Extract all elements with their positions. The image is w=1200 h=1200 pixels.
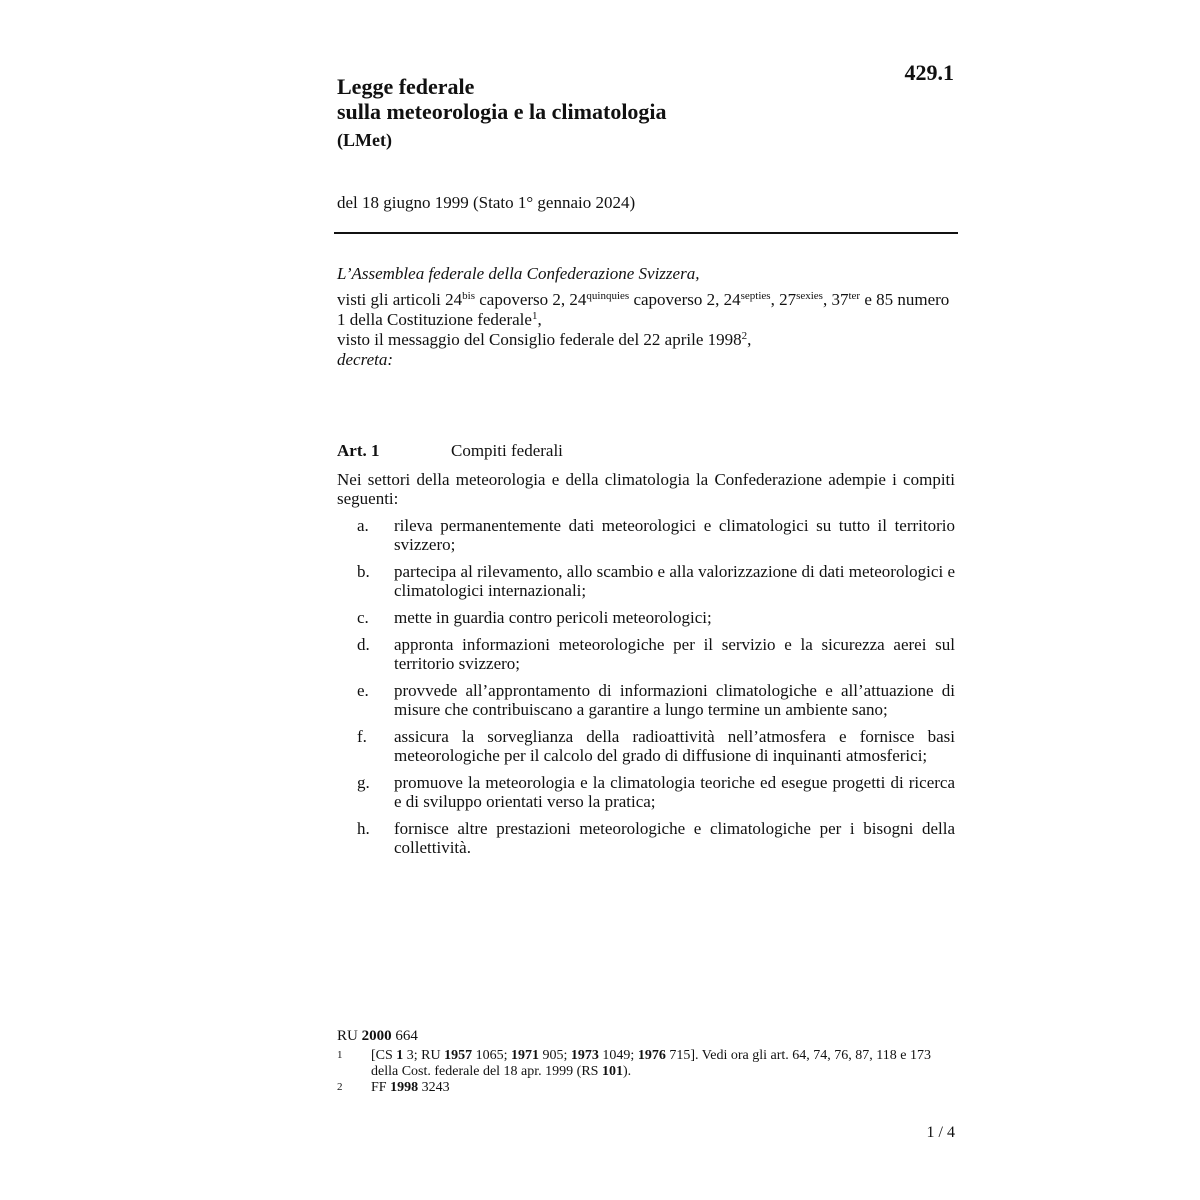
messaggio-text: , bbox=[747, 330, 752, 349]
list-letter: a. bbox=[357, 516, 369, 535]
fn-part: 3; RU bbox=[403, 1048, 445, 1063]
visti-text: visti gli articoli 24 bbox=[337, 290, 463, 309]
preamble-messaggio bbox=[337, 330, 957, 350]
footnote-1 bbox=[337, 1048, 955, 1080]
header-divider bbox=[334, 232, 958, 234]
visti-text: capoverso 2, 24 bbox=[474, 290, 587, 309]
list-item-text: appronta informazioni meteorologiche per il servizio e la sicurezza aerei sul territorio svizzero; bbox=[394, 635, 955, 673]
law-title bbox=[337, 74, 667, 124]
list-letter: g. bbox=[357, 773, 370, 792]
footnotes bbox=[337, 1028, 955, 1096]
list-item-text: rileva permanentemente dati meteorologici e climatologici su tutto il territorio svizzero; bbox=[394, 516, 955, 554]
list-letter: c. bbox=[357, 608, 369, 627]
article-intro: Nei settori della meteorologia e della climatologia la Confederazione adempie i compiti seguenti: bbox=[337, 470, 955, 508]
date-status-line: del 18 giugno 1999 (Stato 1° gennaio 2024) bbox=[337, 193, 636, 212]
messaggio-text: visto il messaggio del Consiglio federale del 22 aprile 1998 bbox=[337, 330, 742, 349]
fn-part: 1976 bbox=[637, 1048, 666, 1063]
fn-part: 101 bbox=[601, 1064, 623, 1079]
preamble-assembly: L’Assemblea federale della Confederazione Svizzera, bbox=[337, 264, 700, 283]
fn-part: 3243 bbox=[418, 1080, 450, 1095]
article-number: Art. 1 bbox=[337, 441, 380, 460]
footnote-ref-1[interactable]: 1 bbox=[531, 310, 538, 322]
ru-prefix: RU bbox=[337, 1028, 362, 1044]
superscript: bis bbox=[462, 290, 475, 302]
fn-part: 1 bbox=[396, 1048, 404, 1063]
footnote-text bbox=[371, 1048, 955, 1080]
visti-text: , 37 bbox=[822, 290, 849, 309]
list-letter: h. bbox=[357, 819, 370, 838]
law-title-line-2: sulla meteorologia e la climatologia bbox=[337, 99, 667, 124]
superscript: quinquies bbox=[586, 290, 630, 302]
list-letter: f. bbox=[357, 727, 367, 746]
rs-number: 429.1 bbox=[904, 60, 954, 85]
list-item-text: fornisce altre prestazioni meteorologiche e climatologiche per i bisogni della collettività. bbox=[394, 819, 955, 857]
article-1 bbox=[337, 441, 955, 865]
list-item bbox=[337, 516, 955, 554]
fn-part: 1065; bbox=[472, 1048, 512, 1063]
fn-part: 1971 bbox=[511, 1048, 540, 1063]
visti-text: , 27 bbox=[770, 290, 797, 309]
list-letter: d. bbox=[357, 635, 370, 654]
article-heading bbox=[337, 441, 955, 460]
preamble-visti bbox=[337, 290, 957, 330]
ru-reference bbox=[337, 1028, 955, 1044]
footnote-number: 2 bbox=[337, 1081, 343, 1093]
fn-part: 1049; bbox=[598, 1048, 638, 1063]
list-item-text: provvede all’approntamento di informazioni climatologiche e all’attuazione di misure che contribuiscano a garantire a lungo termine un ambiente sano; bbox=[394, 681, 955, 719]
list-item bbox=[337, 727, 955, 765]
preamble-decreta: decreta: bbox=[337, 350, 394, 369]
superscript: septies bbox=[740, 290, 771, 302]
list-item-text: promuove la meteorologia e la climatologia teoriche ed esegue progetti di ricerca e di sviluppo orientati verso la pratica; bbox=[394, 773, 955, 811]
list-item bbox=[337, 562, 955, 600]
visti-text: capoverso 2, 24 bbox=[629, 290, 741, 309]
ru-year: 2000 bbox=[361, 1028, 392, 1044]
preamble bbox=[337, 264, 957, 370]
superscript: sexies bbox=[796, 290, 823, 302]
list-letter: e. bbox=[357, 681, 369, 700]
fn-part: 905; bbox=[539, 1048, 571, 1063]
ru-page: 664 bbox=[391, 1028, 418, 1044]
list-item-text: mette in guardia contro pericoli meteorologici; bbox=[394, 608, 712, 627]
article-list bbox=[337, 516, 955, 857]
page-number: 1 / 4 bbox=[926, 1124, 955, 1141]
fn-part: 1957 bbox=[444, 1048, 473, 1063]
visti-text: e 85 numero 1 della Costituzione federale bbox=[337, 290, 950, 329]
fn-part: FF bbox=[371, 1080, 391, 1095]
footnote-text bbox=[371, 1080, 955, 1096]
list-item bbox=[337, 773, 955, 811]
list-item-text: partecipa al rilevamento, allo scambio e alla valorizzazione di dati meteorologici e climatologici internazionali; bbox=[394, 562, 955, 600]
fn-part: 1998 bbox=[390, 1080, 419, 1095]
fn-part: 715]. Vedi ora gli art. 64, 74, 76, 87, 118 e 173 della Cost. federale del 18 apr. 1999 (RS bbox=[371, 1048, 931, 1079]
list-item bbox=[337, 635, 955, 673]
fn-part: ). bbox=[622, 1064, 632, 1079]
law-title-line-1: Legge federale bbox=[337, 74, 475, 99]
law-abbreviation: (LMet) bbox=[337, 130, 392, 150]
list-item bbox=[337, 819, 955, 857]
list-item-text: assicura la sorveglianza della radioattività nell’atmosfera e fornisce basi meteorologiche per il calcolo del grado di diffusione di inquinanti atmosferici; bbox=[394, 727, 955, 765]
footnote-number: 1 bbox=[337, 1049, 343, 1061]
article-title: Compiti federali bbox=[451, 441, 563, 460]
fn-part: [CS bbox=[371, 1048, 397, 1063]
list-letter: b. bbox=[357, 562, 370, 581]
fn-part: 1973 bbox=[570, 1048, 599, 1063]
superscript: ter bbox=[848, 290, 861, 302]
list-item bbox=[337, 608, 955, 627]
footnote-ref-2[interactable]: 2 bbox=[741, 330, 748, 342]
footnote-2 bbox=[337, 1080, 955, 1096]
list-item bbox=[337, 681, 955, 719]
visti-text: , bbox=[537, 310, 542, 329]
